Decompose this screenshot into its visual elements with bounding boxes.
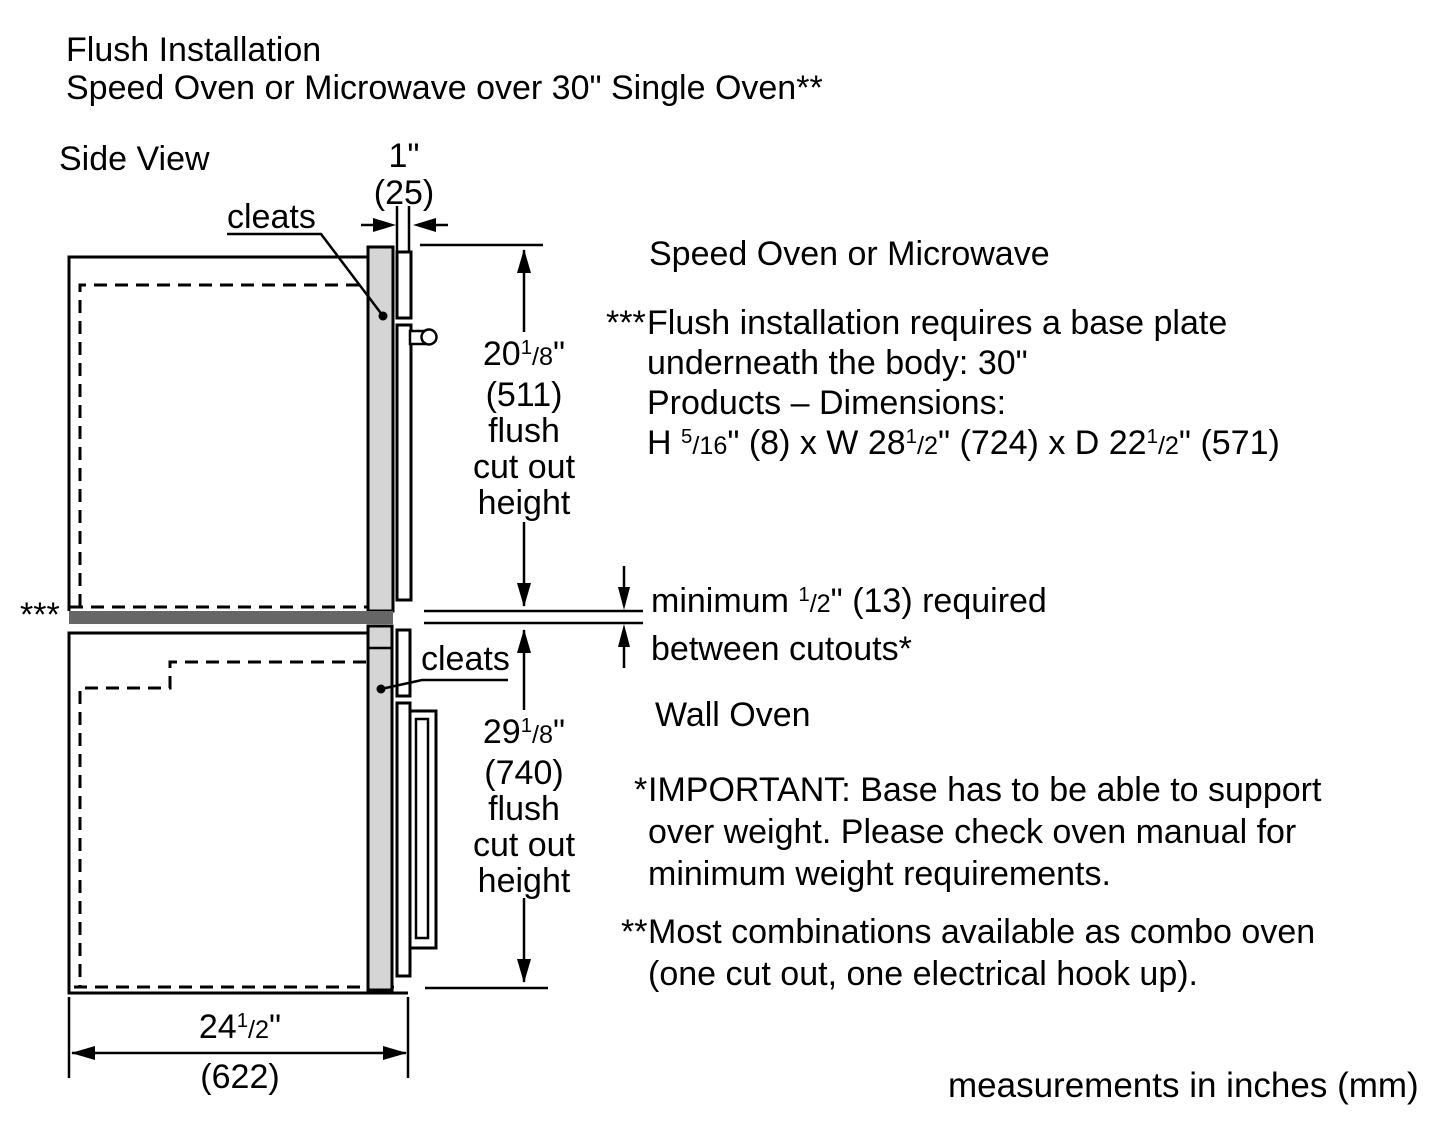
base-plate-note-marker: *** (606, 304, 646, 342)
upper-cutout-caption-3: height (477, 484, 571, 522)
gap-note-line2: between cutouts* (651, 630, 912, 668)
combo-note-line1: Most combinations available as combo oven (648, 913, 1316, 951)
upper-cutout-dimension (473, 336, 575, 521)
base-plate-note-line1: Flush installation requires a base plate (647, 304, 1228, 342)
important-note-marker: * (634, 771, 648, 809)
speed-oven-label: Speed Oven or Microwave (649, 235, 1050, 273)
upper-cleat-block (397, 252, 411, 318)
product-dimensions-line: H $^5$/16" (8) x W $28^1/2$" (724) x D $22^1/2$" (571) (647, 424, 1280, 462)
page-title (66, 31, 823, 107)
upper-cutout-dashed (80, 285, 366, 607)
important-note-line1: IMPORTANT: Base has to be able to support (648, 771, 1322, 809)
gap-arrowhead-up (618, 624, 630, 647)
base-plate-note-line3: Products – Dimensions: (647, 384, 1007, 422)
title-line1: Flush Installation (66, 31, 322, 69)
upper-door-front (397, 325, 411, 600)
cleats-leader-bottom-dot (377, 685, 386, 694)
base-plate-note (606, 303, 1280, 468)
top-dim-arrowhead-right (373, 218, 396, 232)
lower-cutout-inches: $29^1/8$" (482, 713, 566, 751)
width-inches: $24^1/2$" (198, 1008, 282, 1046)
width-mm: (622) (200, 1058, 280, 1096)
side-view-label: Side View (59, 140, 210, 178)
gap-reference-lines (424, 611, 643, 623)
cleats-label-bottom: cleats (421, 640, 510, 678)
base-plate-marker: *** (20, 596, 60, 634)
important-note-line2: over weight. Please check oven manual for (648, 813, 1297, 851)
width-dimension (199, 1005, 281, 1100)
lower-cutout-dim-arrow-up (517, 629, 531, 653)
lower-door-handle-bar (416, 719, 428, 938)
lower-cleat-panel (368, 626, 392, 990)
lower-cutout-caption-1: flush (488, 790, 560, 828)
cleats-leader-top (227, 234, 383, 316)
lower-cutout-dim-arrow-down (517, 959, 531, 983)
gap-note-line1: minimum $^1$/2" (13) required (651, 582, 1047, 620)
base-plate-note-line2: underneath the body: 30" (647, 344, 1028, 382)
important-note (634, 769, 1321, 895)
width-dim-arrowhead-left (71, 1046, 95, 1060)
combo-note-line2: (one cut out, one electrical hook up). (648, 955, 1198, 993)
lower-cutout-mm: (740) (484, 754, 564, 792)
upper-cutout-dim-arrow-down (517, 583, 531, 607)
upper-cutout-inches: $20^1/8$" (482, 335, 566, 373)
lower-door-front (397, 703, 410, 976)
upper-cutout-caption-1: flush (488, 412, 560, 450)
top-dim-inches-label: 1" (388, 137, 420, 175)
combo-note (621, 911, 1315, 995)
top-dim-mm-label: (25) (373, 174, 435, 212)
cleats-leader-top-dot (379, 312, 388, 321)
upper-cabinet-outline (69, 257, 368, 611)
lower-cutout-caption-3: height (477, 862, 571, 900)
width-dim-arrowhead-right (383, 1046, 407, 1060)
title-line2: Speed Oven or Microwave over 30" Single Oven** (66, 69, 823, 107)
combo-note-marker: ** (621, 913, 648, 951)
lower-cutout-caption-2: cut out (472, 826, 576, 864)
upper-cutout-mm: (511) (485, 376, 563, 414)
upper-door-handle-knob (422, 330, 437, 345)
lower-cutout-dashed (80, 662, 366, 986)
wall-oven-label: Wall Oven (655, 696, 811, 734)
top-dim-arrowhead-left (413, 218, 436, 232)
gap-note (651, 580, 1047, 671)
lower-cutout-dimension (473, 714, 575, 899)
important-note-line3: minimum weight requirements. (648, 855, 1111, 893)
cleats-label-top: cleats (227, 198, 316, 236)
upper-cutout-dim-arrow-up (517, 249, 531, 273)
upper-cutout-caption-2: cut out (472, 448, 576, 486)
lower-cabinet-outline (69, 633, 408, 993)
base-plate-bar (69, 611, 393, 624)
measurement-units-note: measurements in inches (mm) (948, 1066, 1419, 1105)
gap-arrowhead-down (618, 587, 630, 610)
